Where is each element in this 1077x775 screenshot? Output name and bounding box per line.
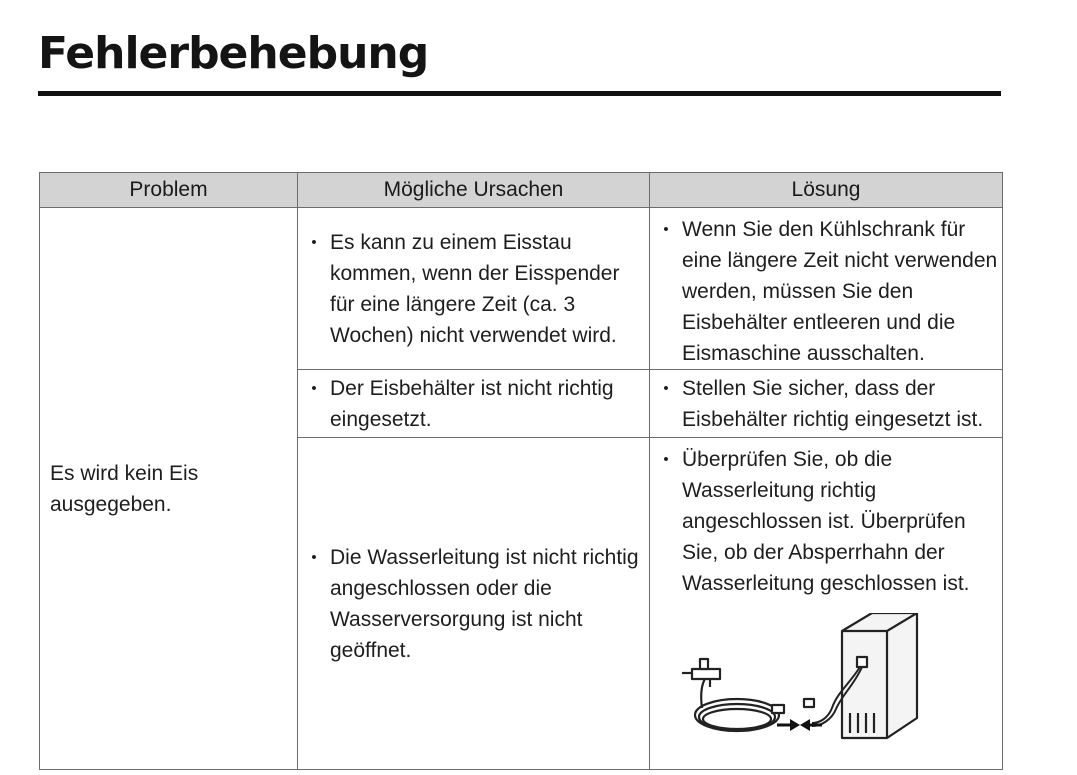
bullet: • bbox=[311, 233, 317, 251]
table-row bbox=[40, 208, 1003, 370]
troubleshooting-table bbox=[39, 172, 1003, 770]
title-rule bbox=[38, 91, 1001, 96]
cause-text: Die Wasserleitung ist nicht richtig angeschlossen oder die Wasserversorgung ist nicht geöffnet. bbox=[330, 545, 639, 662]
header-solution: Lösung bbox=[650, 173, 1003, 208]
bullet: • bbox=[663, 451, 669, 468]
solution-cell bbox=[650, 438, 1003, 770]
bullet: • bbox=[663, 221, 669, 238]
cause-cell bbox=[298, 208, 650, 370]
header-problem: Problem bbox=[40, 173, 298, 208]
page-title: Fehlerbehebung bbox=[38, 28, 429, 79]
cause-text: Der Eisbehälter ist nicht richtig eingesetzt. bbox=[330, 376, 614, 431]
problem-cell: Es wird kein Eis ausgegeben. bbox=[40, 208, 298, 770]
bullet: • bbox=[311, 548, 317, 566]
solution-cell bbox=[650, 370, 1003, 438]
solution-text: Überprüfen Sie, ob die Wasserleitung richtig angeschlossen ist. Überprüfen Sie, ob der Absperrhahn der Wasserleitung geschlossen ist. bbox=[682, 448, 970, 595]
bullet: • bbox=[663, 379, 669, 397]
solution-text: Wenn Sie den Kühlschrank für eine längere Zeit nicht verwenden werden, müssen Sie den Eisbehälter entleeren und die Eismaschine ausschalten. bbox=[682, 218, 998, 365]
solution-text: Stellen Sie sicher, dass der Eisbehälter richtig eingesetzt ist. bbox=[682, 376, 984, 431]
bullet: • bbox=[311, 379, 317, 397]
cause-text: Es kann zu einem Eisstau kommen, wenn der Eisspender für eine längere Zeit (ca. 3 Wochen) nicht verwendet wird. bbox=[330, 230, 620, 347]
cause-cell bbox=[298, 438, 650, 770]
solution-cell bbox=[650, 208, 1003, 370]
header-causes: Mögliche Ursachen bbox=[298, 173, 650, 208]
table-header-row bbox=[40, 173, 1003, 208]
cause-cell bbox=[298, 370, 650, 438]
water-line-connection-illustration bbox=[672, 613, 982, 763]
